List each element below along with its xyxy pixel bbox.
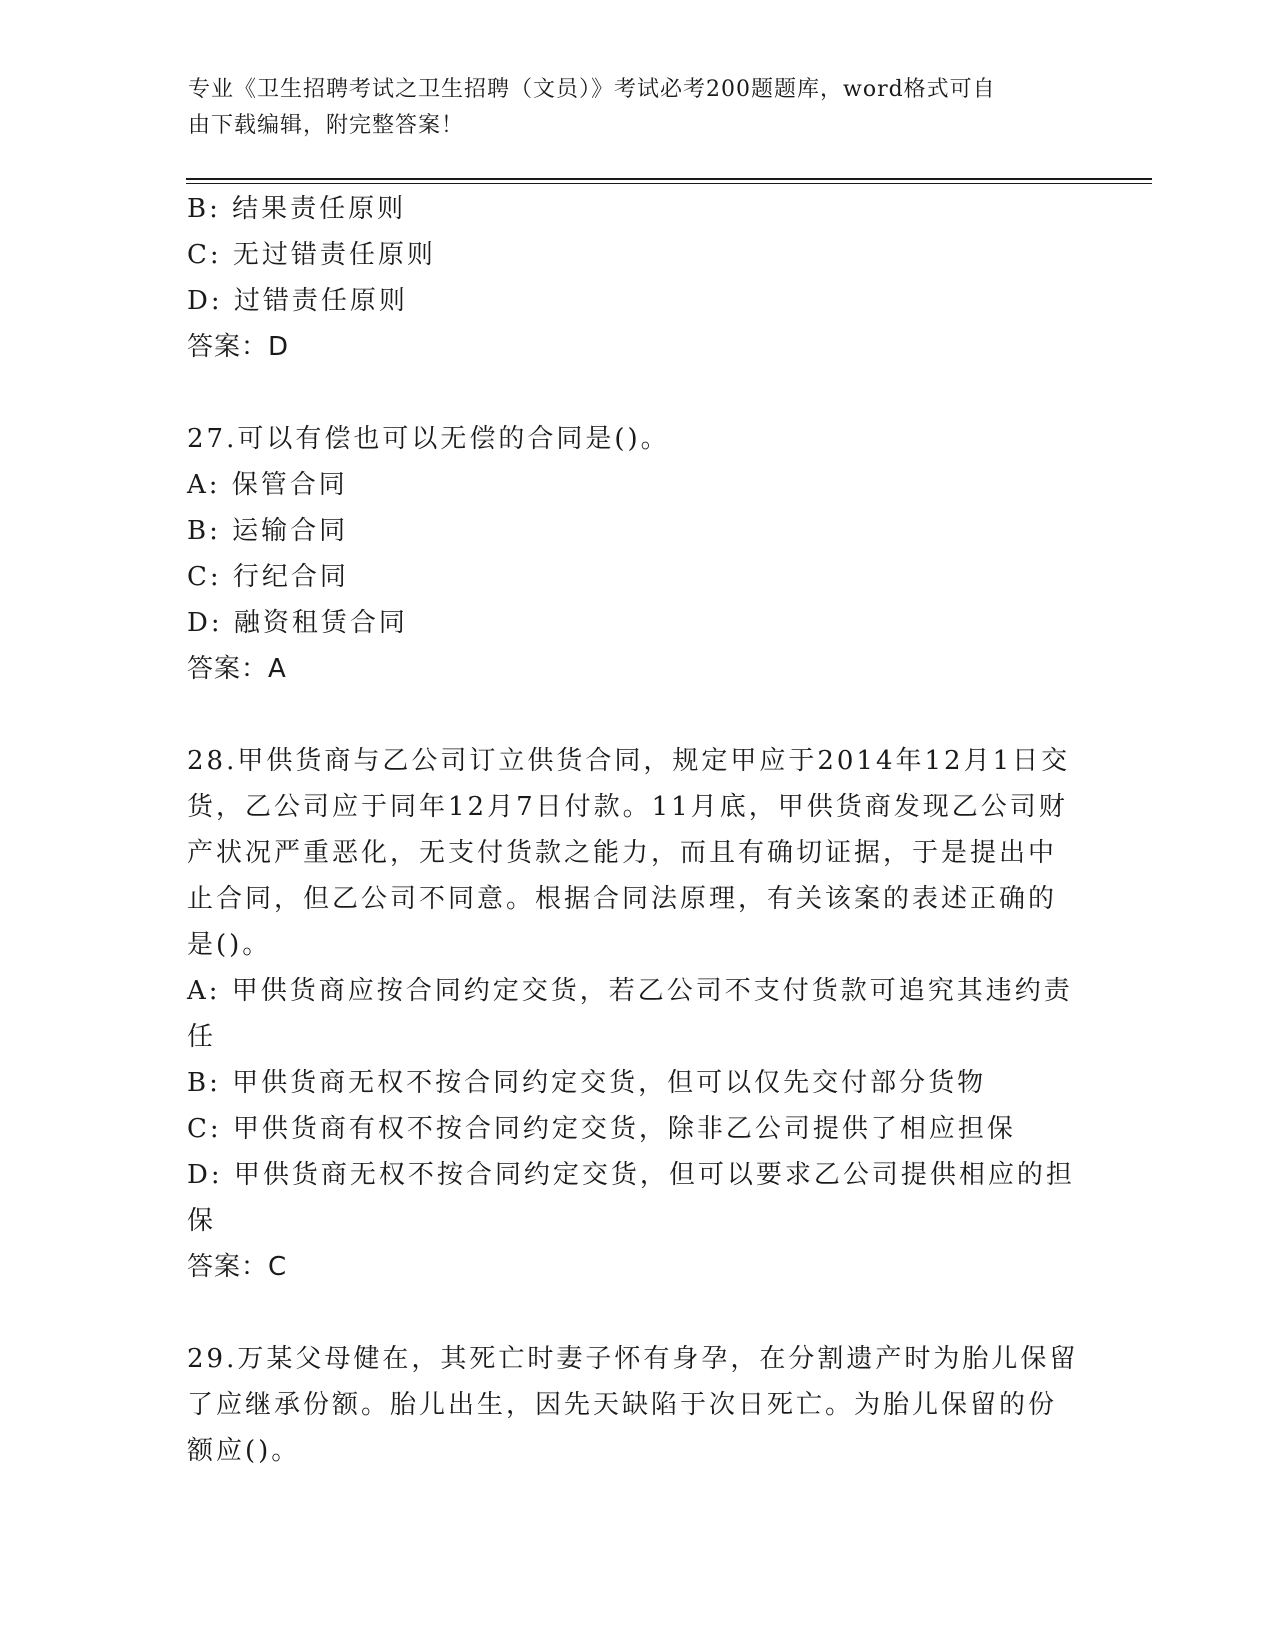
question-stem-line: 28.甲供货商与乙公司订立供货合同，规定甲应于2014年12月1日交: [187, 746, 1071, 776]
answer: 答案：C: [187, 1252, 288, 1282]
header-divider-thin: [186, 183, 1152, 184]
question-stem-line: 是()。: [187, 930, 272, 960]
answer: 答案：D: [187, 332, 290, 362]
question-stem-line: 额应()。: [187, 1436, 301, 1466]
spacer: [187, 370, 1087, 416]
option-d: D: 过错责任原则: [187, 286, 408, 316]
option-d-continued: 保: [187, 1206, 217, 1236]
question-stem-line: 了应继承份额。胎儿出生，因先天缺陷于次日死亡。为胎儿保留的份: [187, 1390, 1058, 1420]
option-c: C: 行纪合同: [187, 562, 349, 592]
header-line-1: 专业《卫生招聘考试之卫生招聘（文员）》考试必考200题题库，word格式可自: [188, 77, 996, 102]
header-line-2: 由下载编辑，附完整答案！: [188, 113, 465, 138]
question-stem-line: 货，乙公司应于同年12月7日付款。11月底，甲供货商发现乙公司财: [187, 792, 1068, 822]
option-b: B: 甲供货商无权不按合同约定交货，但可以仅先交付部分货物: [187, 1068, 987, 1098]
question-stem-line: 29.万某父母健在，其死亡时妻子怀有身孕，在分割遗产时为胎儿保留: [187, 1344, 1079, 1374]
option-c: C: 无过错责任原则: [187, 240, 436, 270]
question-27: [187, 416, 1087, 692]
question-stem-line: 止合同，但乙公司不同意。根据合同法原理，有关该案的表述正确的: [187, 884, 1058, 914]
option-c: C: 甲供货商有权不按合同约定交货，除非乙公司提供了相应担保: [187, 1114, 1016, 1144]
option-b: B: 运输合同: [187, 516, 349, 546]
option-a: A: 甲供货商应按合同约定交货，若乙公司不支付货款可追究其违约责: [187, 976, 1073, 1006]
option-d: D: 融资租赁合同: [187, 608, 408, 638]
question-stem-line: 产状况严重恶化，无支付货款之能力，而且有确切证据，于是提出中: [187, 838, 1058, 868]
option-a-continued: 任: [187, 1022, 217, 1052]
option-a: A: 保管合同: [187, 470, 348, 500]
option-b: B: 结果责任原则: [187, 194, 407, 224]
question-26: [187, 186, 1087, 370]
question-29: [187, 1336, 1087, 1474]
spacer: [187, 1290, 1087, 1336]
answer: 答案：A: [187, 654, 287, 684]
question-stem: 27.可以有偿也可以无偿的合同是()。: [187, 424, 670, 454]
question-list: [187, 186, 1087, 1474]
option-d: D: 甲供货商无权不按合同约定交货，但可以要求乙公司提供相应的担: [187, 1160, 1075, 1190]
question-28: [187, 738, 1087, 1290]
page-header: [188, 72, 1068, 144]
spacer: [187, 692, 1087, 738]
header-divider: [186, 178, 1152, 180]
